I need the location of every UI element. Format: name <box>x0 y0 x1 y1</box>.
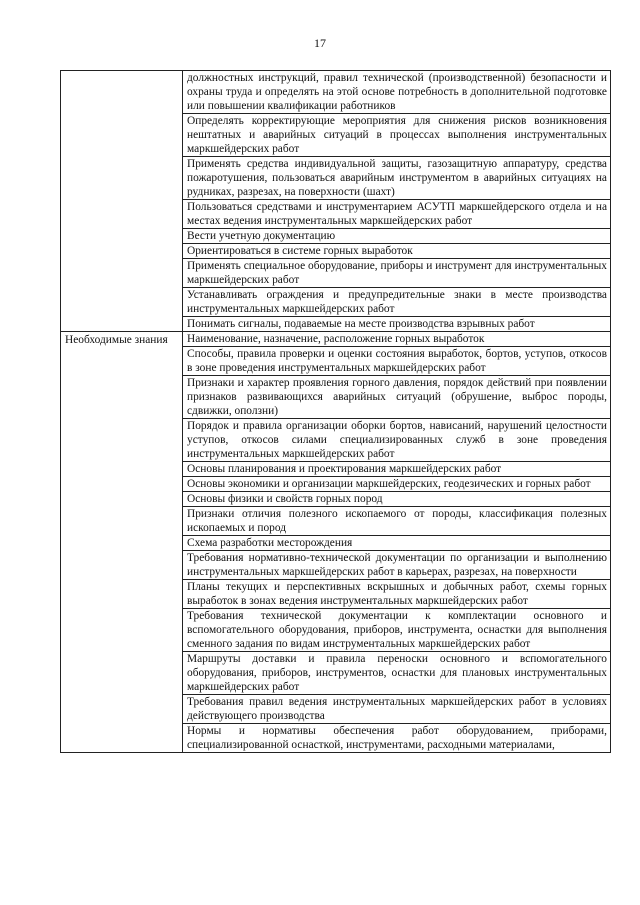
table-row <box>61 71 611 114</box>
knowledge-item: Требования технической документации к комплектации основного и вспомогательного оборудования, приборов, инструмента, оснастки для выполнения сменного задания по видам инструментальных маркшейдерских работ <box>183 609 611 652</box>
knowledge-item: Основы планирования и проектирования маркшейдерских работ <box>183 462 611 477</box>
skills-item: Определять корректирующие мероприятия для снижения рисков возникновения нештатных и аварийных ситуаций в процессах выполнения инструментальных маркшейдерских работ <box>183 114 611 157</box>
skills-item: Применять специальное оборудование, приборы и инструмент для инструментальных маркшейдерских работ <box>183 259 611 288</box>
knowledge-item: Основы экономики и организации маркшейдерских, геодезических и горных работ <box>183 477 611 492</box>
knowledge-item: Способы, правила проверки и оценки состояния выработок, бортов, уступов, откосов в зоне проведения инструментальных маркшейдерских работ <box>183 347 611 376</box>
skills-item: Пользоваться средствами и инструментарием АСУТП маркшейдерского отдела и на местах ведения инструментальных маркшейдерских работ <box>183 200 611 229</box>
knowledge-item: Признаки и характер проявления горного давления, порядок действий при появлении признаков развивающихся аварийных ситуаций (обрушение, выброс породы, сдвижки, оползни) <box>183 376 611 419</box>
skills-item: Применять средства индивидуальной защиты, газозащитную аппаратуру, средства пожаротушения, пользоваться аварийным инструментом в аварийных ситуациях на рудниках, разрезах, на поверхности (шахт) <box>183 157 611 200</box>
page-number: 17 <box>314 36 326 50</box>
knowledge-label: Необходимые знания <box>61 332 183 753</box>
knowledge-item: Схема разработки месторождения <box>183 536 611 551</box>
knowledge-item: Нормы и нормативы обеспечения работ оборудованием, приборами, специализированной оснасткой, инструментами, расходными материалами, <box>183 724 611 753</box>
knowledge-item: Основы физики и свойств горных пород <box>183 492 611 507</box>
knowledge-item: Требования нормативно-технической документации по организации и выполнению инструментальных маркшейдерских работ в карьерах, разрезах, на поверхности <box>183 551 611 580</box>
knowledge-item: Порядок и правила организации оборки бортов, нависаний, нарушений целостности уступов, откосов силами специализированных служб в зоне проведения инструментальных маркшейдерских работ <box>183 419 611 462</box>
skills-item: Ориентироваться в системе горных выработок <box>183 244 611 259</box>
skills-label-cell <box>61 71 183 332</box>
knowledge-item: Маршруты доставки и правила переноски основного и вспомогательного оборудования, приборов, инструментов, оснастки для плановых инструментальных маркшейдерских работ <box>183 652 611 695</box>
knowledge-item: Требования правил ведения инструментальных маркшейдерских работ в условиях действующего производства <box>183 695 611 724</box>
competency-table <box>60 70 611 753</box>
knowledge-item: Признаки отличия полезного ископаемого от породы, классификация полезных ископаемых и пород <box>183 507 611 536</box>
table-row <box>61 332 611 347</box>
skills-item: Вести учетную документацию <box>183 229 611 244</box>
skills-item: Понимать сигналы, подаваемые на месте производства взрывных работ <box>183 317 611 332</box>
knowledge-item: Наименование, назначение, расположение горных выработок <box>183 332 611 347</box>
knowledge-item: Планы текущих и перспективных вскрышных и добычных работ, схемы горных выработок в зонах ведения инструментальных маркшейдерских работ <box>183 580 611 609</box>
skills-item: Устанавливать ограждения и предупредительные знаки в месте производства инструментальных маркшейдерских работ <box>183 288 611 317</box>
skills-item: должностных инструкций, правил технической (производственной) безопасности и охраны труда и определять на этой основе потребность в дополнительной подготовке или повышении квалификации работников <box>183 71 611 114</box>
